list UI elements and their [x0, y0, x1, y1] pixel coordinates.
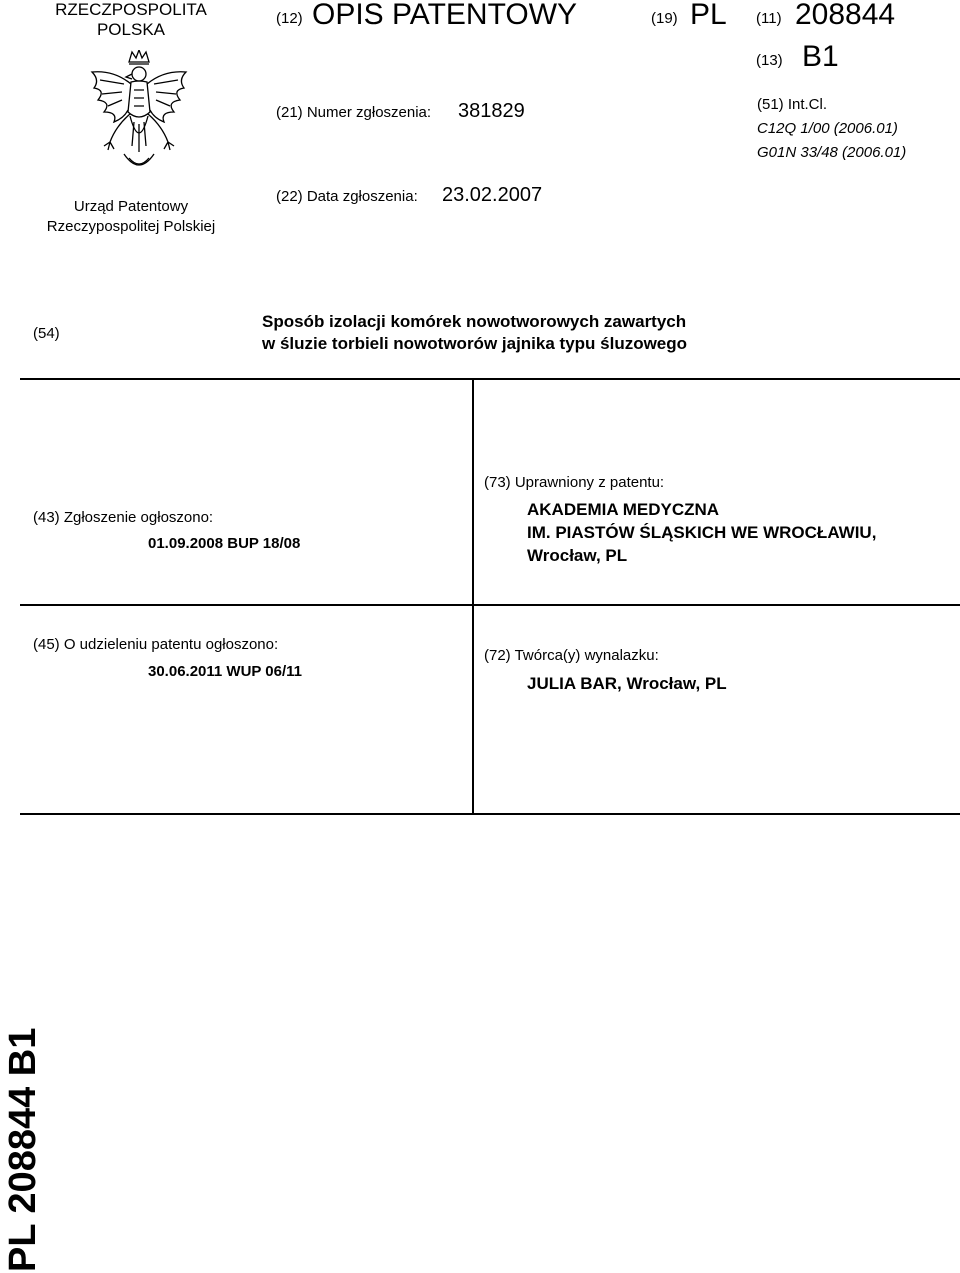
application-number: 381829: [458, 100, 525, 122]
patent-office-line2: Rzeczypospolitej Polskiej: [46, 218, 216, 235]
document-type: OPIS PATENTOWY: [312, 0, 578, 31]
country-code: PL: [690, 0, 727, 31]
code-11: (11): [756, 10, 782, 27]
table-middle-line: [20, 604, 960, 606]
code-19: (19): [651, 10, 678, 27]
kind-code: B1: [802, 40, 839, 73]
grant-45-label: (45) O udzieleniu patentu ogłoszono:: [33, 636, 279, 653]
country-name-line2: POLSKA: [96, 20, 166, 39]
table-middle-divider: [472, 378, 474, 814]
patent-holder-label: (73) Uprawniony z patentu:: [484, 474, 665, 491]
intcl-label: (51) Int.Cl.: [757, 96, 828, 113]
publication-43-value: 01.09.2008 BUP 18/08: [148, 535, 301, 552]
invention-title-line2: w śluzie torbieli nowotworów jajnika typu śluzowego: [262, 334, 688, 353]
table-top-line: [20, 378, 960, 380]
eagle-emblem-icon: [84, 50, 194, 180]
side-patent-number: PL 208844 B1: [2, 1027, 44, 1272]
application-date: 23.02.2007: [442, 184, 543, 206]
grant-45-value: 30.06.2011 WUP 06/11: [148, 663, 303, 680]
table-bottom-line: [20, 813, 960, 815]
code-12: (12): [276, 10, 303, 27]
code-13: (13): [756, 52, 783, 69]
patent-office-line1: Urząd Patentowy: [73, 198, 189, 215]
country-name-line1: RZECZPOSPOLITA: [55, 0, 207, 19]
application-number-label: (21) Numer zgłoszenia:: [276, 104, 432, 121]
inventor-value: JULIA BAR, Wrocław, PL: [527, 674, 727, 693]
intcl-2: G01N 33/48 (2006.01): [757, 144, 907, 161]
inventor-label: (72) Twórca(y) wynalazku:: [484, 647, 659, 664]
patent-holder-line1: AKADEMIA MEDYCZNA: [527, 500, 720, 519]
intcl-1: C12Q 1/00 (2006.01): [757, 120, 898, 137]
publication-43-label: (43) Zgłoszenie ogłoszono:: [33, 509, 214, 526]
invention-title-line1: Sposób izolacji komórek nowotworowych zawartych: [262, 312, 687, 331]
code-54: (54): [33, 325, 60, 342]
patent-holder-line2: IM. PIASTÓW ŚLĄSKICH WE WROCŁAWIU,: [527, 523, 877, 542]
application-date-label: (22) Data zgłoszenia:: [276, 188, 418, 205]
patent-holder-line3: Wrocław, PL: [527, 546, 628, 565]
patent-number: 208844: [795, 0, 896, 31]
